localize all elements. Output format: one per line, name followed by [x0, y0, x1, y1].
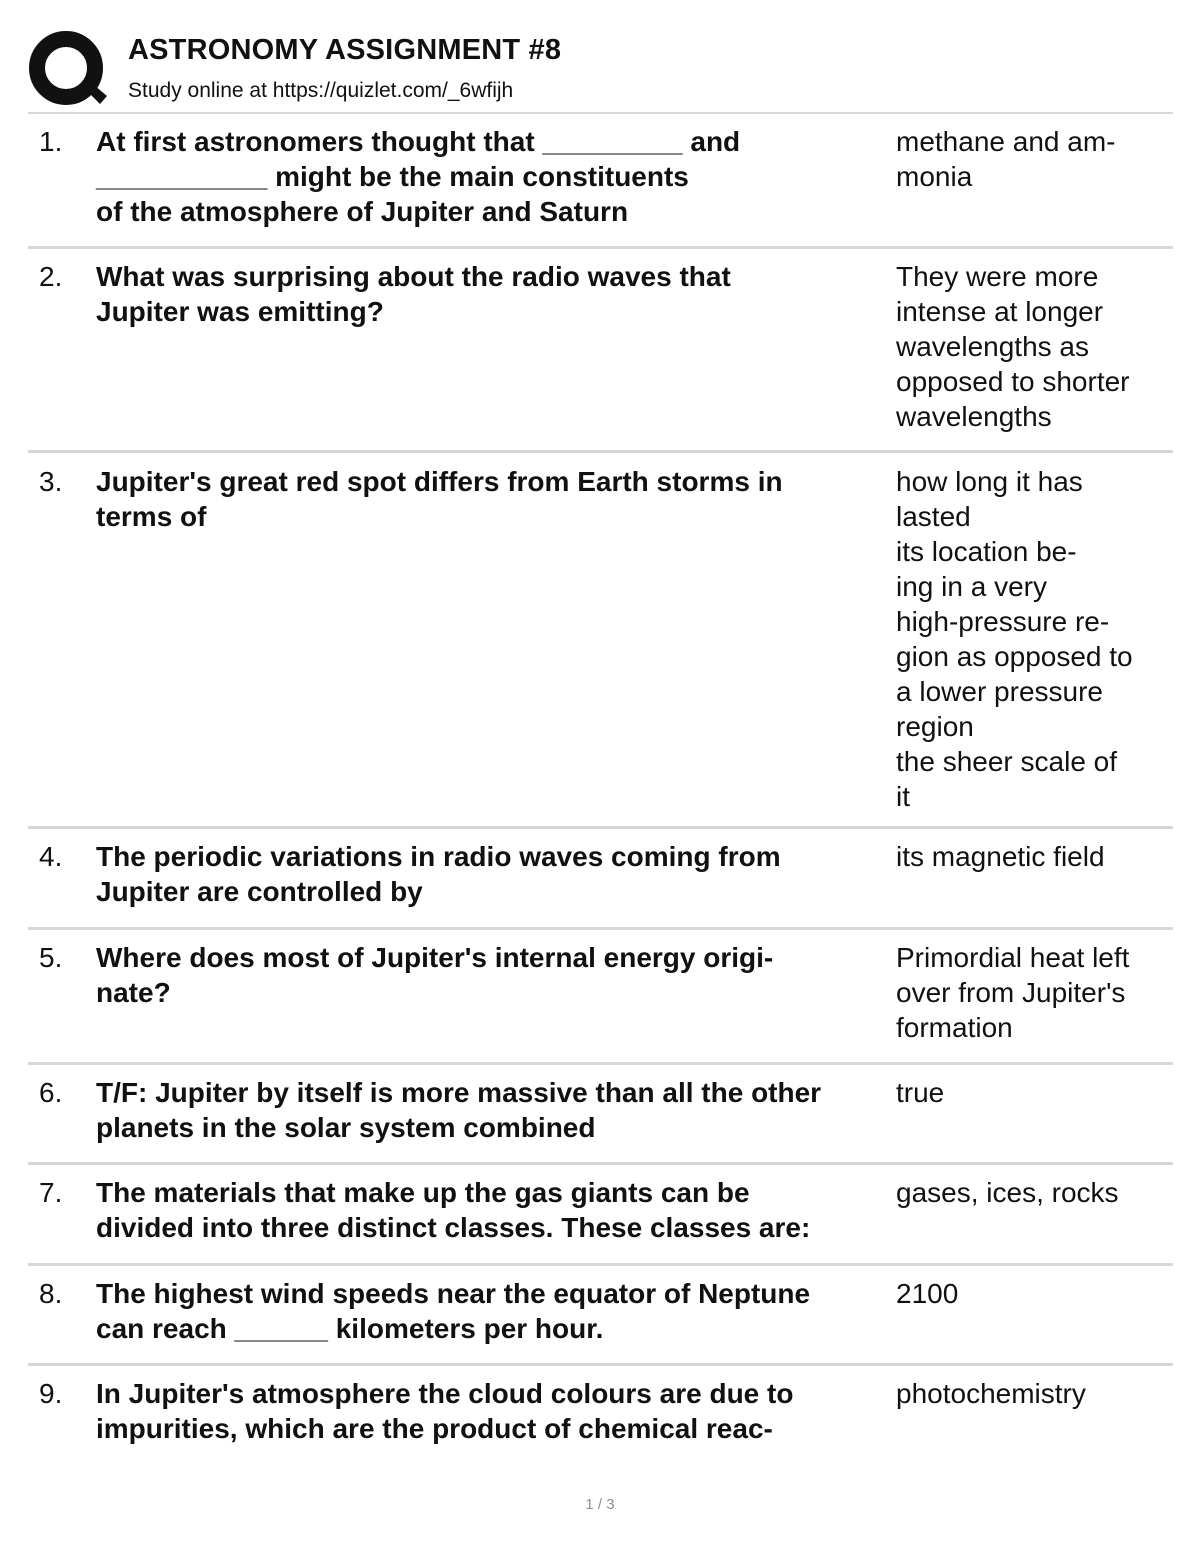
card-number: 5.: [39, 942, 63, 973]
document-title: ASTRONOMY ASSIGNMENT #8: [128, 34, 562, 66]
card-number: 1.: [39, 126, 63, 157]
flashcard-row: [28, 464, 1173, 829]
card-term: In Jupiter's atmosphere the cloud colours are due to impurities, which are the product of chemical reac-: [96, 1378, 794, 1444]
card-definition: gases, ices, rocks: [896, 1177, 1119, 1208]
card-term: The highest wind speeds near the equator of Neptune can reach ______ kilometers per hour.: [96, 1278, 811, 1344]
card-definition: methane and am- monia: [896, 126, 1116, 192]
page-number: 1 / 3: [585, 1496, 615, 1513]
card-definition: its magnetic field: [896, 841, 1105, 872]
card-definition: photochemistry: [896, 1378, 1086, 1409]
card-term: T/F: Jupiter by itself is more massive than all the other planets in the solar system combined: [96, 1077, 822, 1143]
card-term: Where does most of Jupiter's internal energy origi- nate?: [96, 942, 774, 1008]
card-number: 9.: [39, 1378, 63, 1409]
card-definition: true: [896, 1077, 945, 1108]
card-number: 4.: [39, 841, 63, 872]
flashcard-row: [28, 124, 1173, 249]
card-term: Jupiter's great red spot differs from Earth storms in terms of: [96, 466, 783, 532]
card-term: The periodic variations in radio waves coming from Jupiter are controlled by: [96, 841, 781, 907]
card-definition: how long it has lasted its location be- ing in a very high-pressure re- gion as opposed to a lower pressure region the sheer scale of it: [896, 466, 1133, 812]
card-term: At first astronomers thought that _________ and ___________ might be the main constituents of the atmosphere of Jupiter and Saturn: [96, 126, 741, 227]
card-definition: They were more intense at longer wavelengths as opposed to shorter wavelengths: [896, 261, 1130, 432]
flashcard-row: [28, 1276, 1173, 1366]
card-number: 3.: [39, 466, 63, 497]
card-number: 7.: [39, 1177, 63, 1208]
study-online-link[interactable]: Study online at https://quizlet.com/_6wfijh: [128, 79, 514, 102]
card-definition: Primordial heat left over from Jupiter's formation: [896, 942, 1130, 1043]
header-divider: [28, 112, 1173, 114]
flashcard-row: [28, 1376, 1173, 1456]
flashcard-row: [28, 940, 1173, 1065]
flashcard-row: [28, 1075, 1173, 1165]
card-number: 2.: [39, 261, 63, 292]
card-number: 8.: [39, 1278, 63, 1309]
document-header: [28, 30, 1173, 110]
flashcard-row: [28, 1175, 1173, 1266]
card-term: The materials that make up the gas giants can be divided into three distinct classes. These classes are:: [96, 1177, 811, 1243]
card-term: What was surprising about the radio waves that Jupiter was emitting?: [96, 261, 731, 327]
flashcard-row: [28, 259, 1173, 453]
flashcard-row: [28, 839, 1173, 930]
quizlet-q-logo-icon: [28, 30, 108, 110]
card-number: 6.: [39, 1077, 63, 1108]
card-definition: 2100: [896, 1278, 959, 1309]
